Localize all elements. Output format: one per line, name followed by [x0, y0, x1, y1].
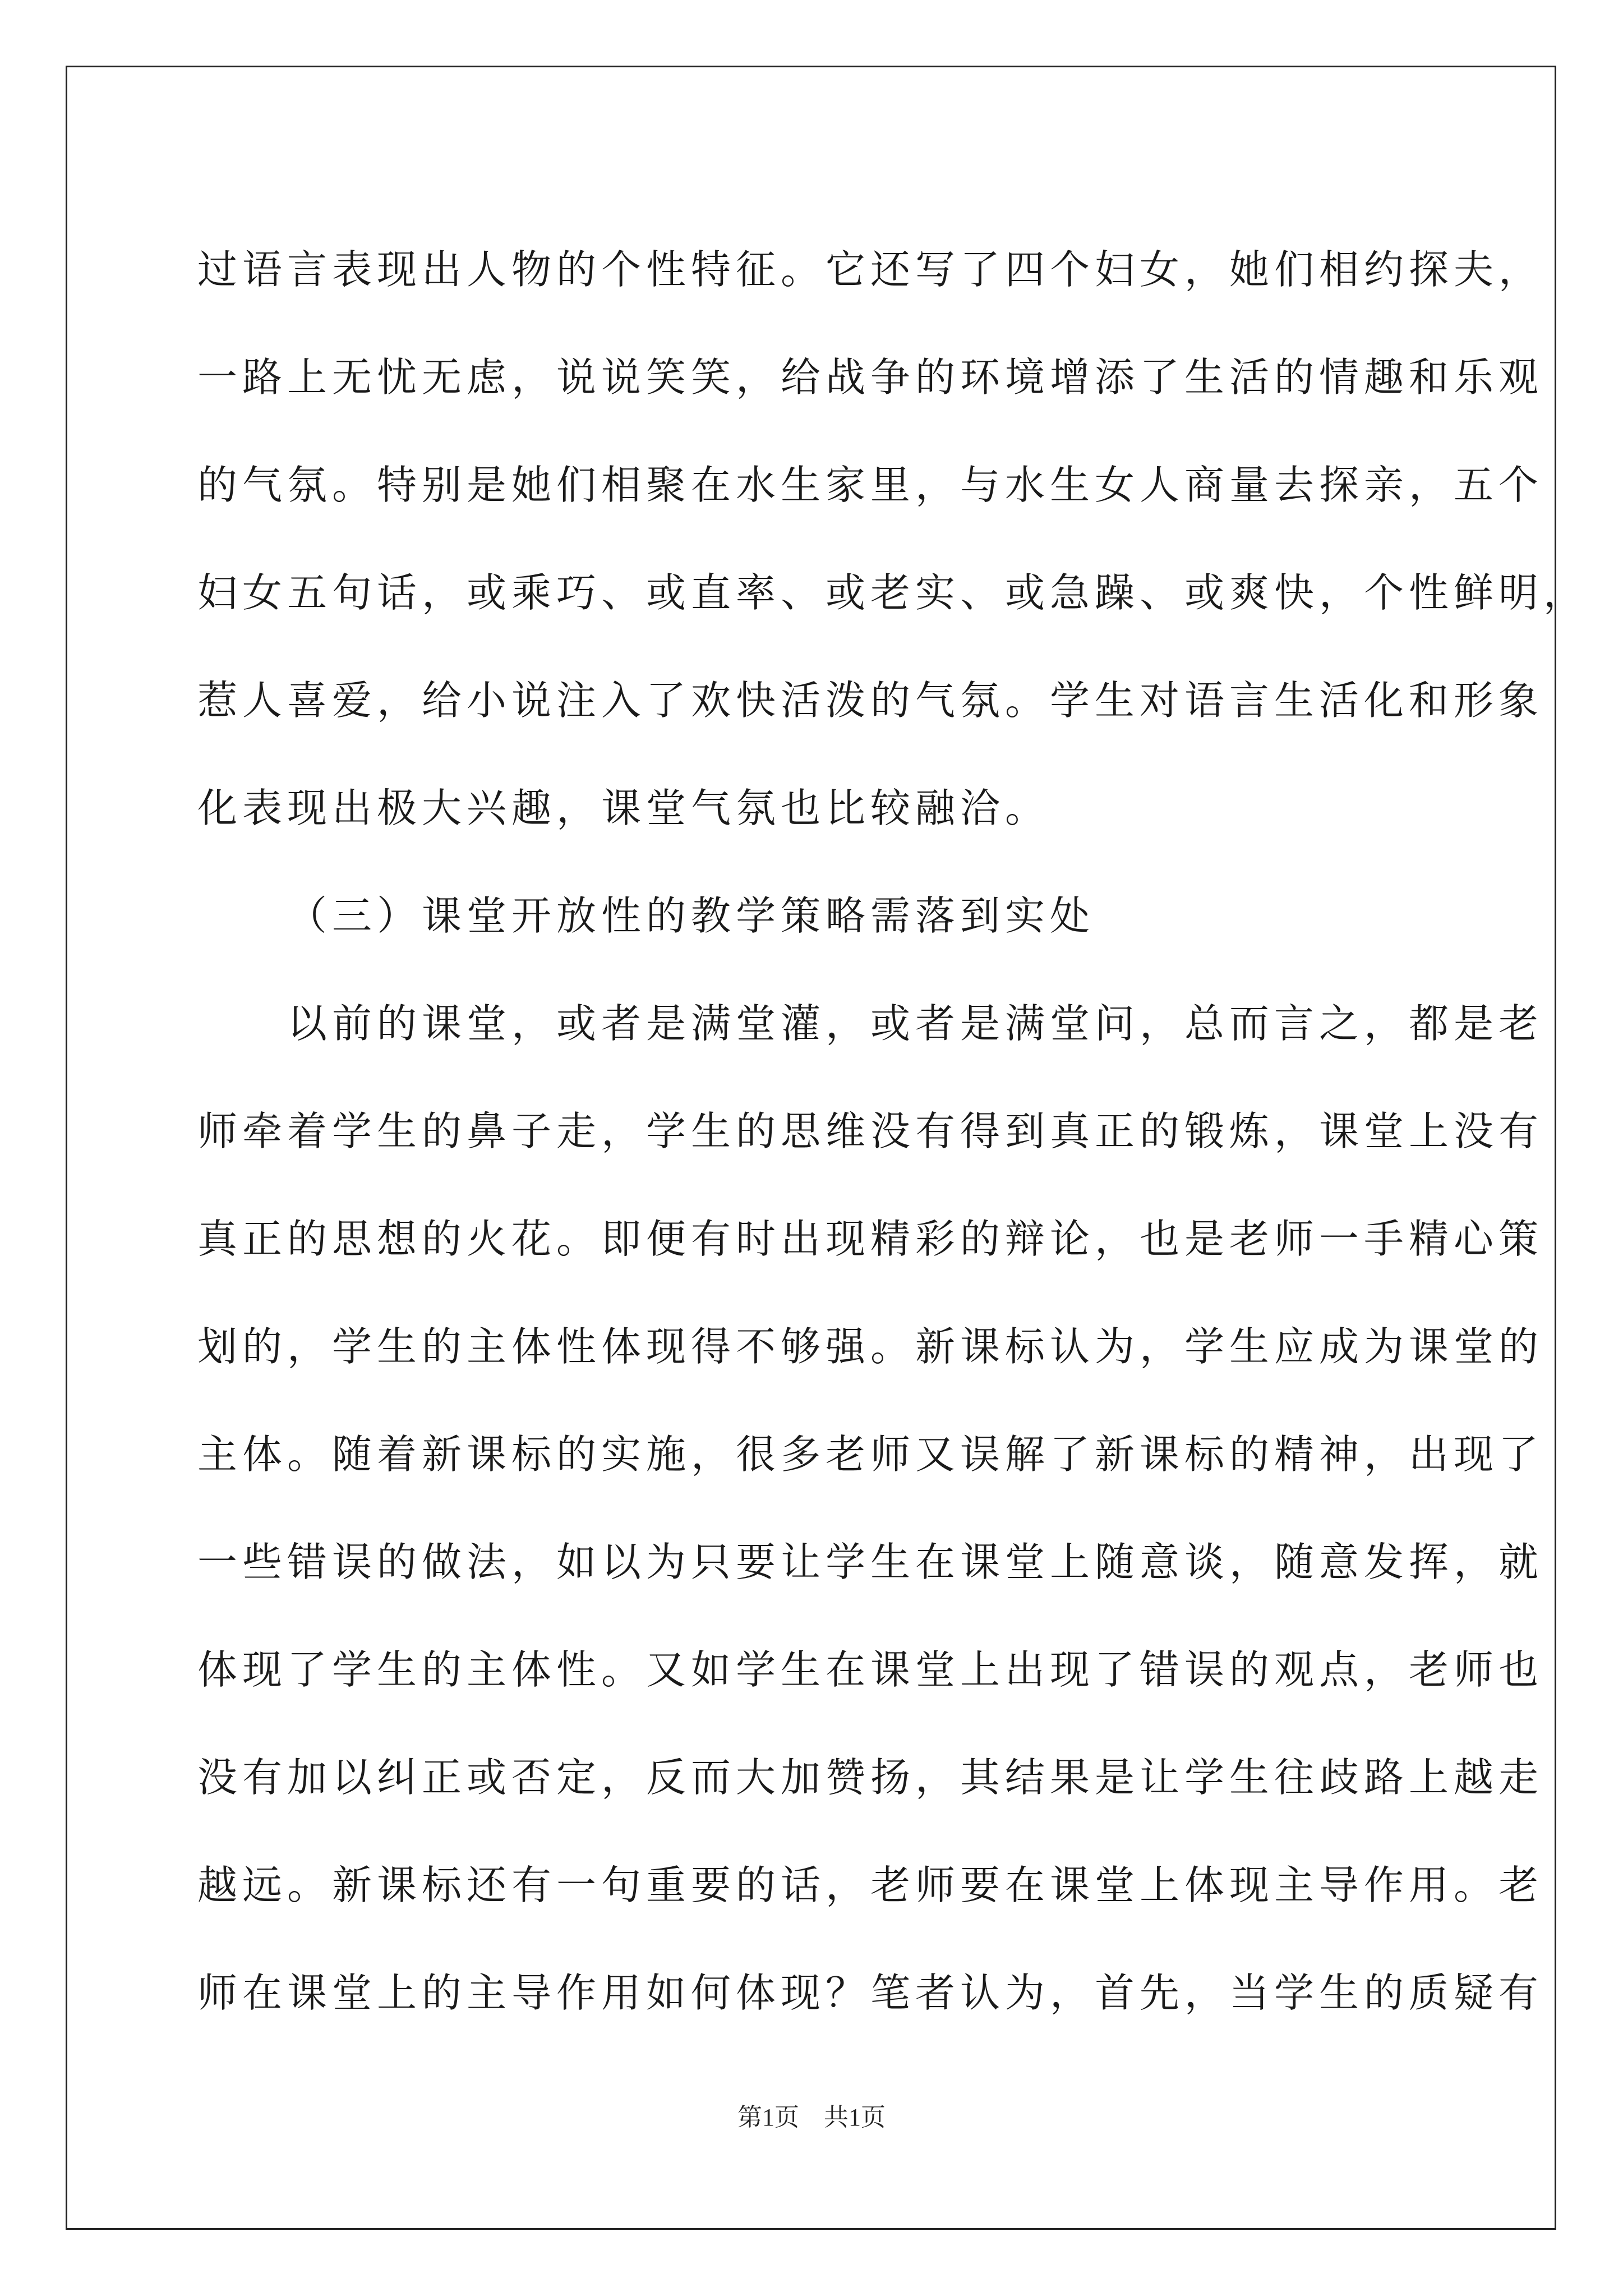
document-body: [197, 216, 1589, 2047]
text-line: 化表现出极大兴趣，课堂气氛也比较融洽。: [197, 785, 1050, 831]
text-line: 师在课堂上的主导作用如何体现？笔者认为，首先，当学生的质疑有: [197, 1970, 1544, 2016]
text-line: 一路上无忧无虑，说说笑笑，给战争的环境增添了生活的情趣和乐观: [197, 354, 1544, 401]
text-line: 真正的思想的火花。即便有时出现精彩的辩论，也是老师一手精心策: [197, 1216, 1544, 1262]
section-heading: （三）课堂开放性的教学策略需落到实处: [287, 892, 1095, 939]
text-line: 主体。随着新课标的实施，很多老师又误解了新课标的精神，出现了: [197, 1431, 1544, 1478]
text-line: 越远。新课标还有一句重要的话，老师要在课堂上体现主导作用。老: [197, 1862, 1544, 1908]
text-line: 惹人喜爱，给小说注入了欢快活泼的气氛。学生对语言生活化和形象: [197, 677, 1544, 724]
text-line: 体现了学生的主体性。又如学生在课堂上出现了错误的观点，老师也: [197, 1646, 1544, 1693]
text-line: 过语言表现出人物的个性特征。它还写了四个妇女，她们相约探夫，: [197, 246, 1544, 293]
text-line: 划的，学生的主体性体现得不够强。新课标认为，学生应成为课堂的: [197, 1323, 1544, 1370]
text-line: 没有加以纠正或否定，反而大加赞扬，其结果是让学生往歧路上越走: [197, 1754, 1544, 1801]
text-line: 妇女五句话，或乘巧、或直率、或老实、或急躁、或爽快，个性鲜明，: [197, 569, 1589, 616]
text-line: 一些错误的做法，如以为只要让学生在课堂上随意谈，随意发挥，就: [197, 1539, 1544, 1585]
text-line: 以前的课堂，或者是满堂灌，或者是满堂问，总而言之，都是老: [287, 1000, 1544, 1047]
text-line: 师牵着学生的鼻子走，学生的思维没有得到真正的锻炼，课堂上没有: [197, 1108, 1544, 1154]
page-number-footer: 第1页 共1页: [737, 2104, 886, 2131]
text-line: 的气氛。特别是她们相聚在水生家里，与水生女人商量去探亲，五个: [197, 462, 1544, 508]
